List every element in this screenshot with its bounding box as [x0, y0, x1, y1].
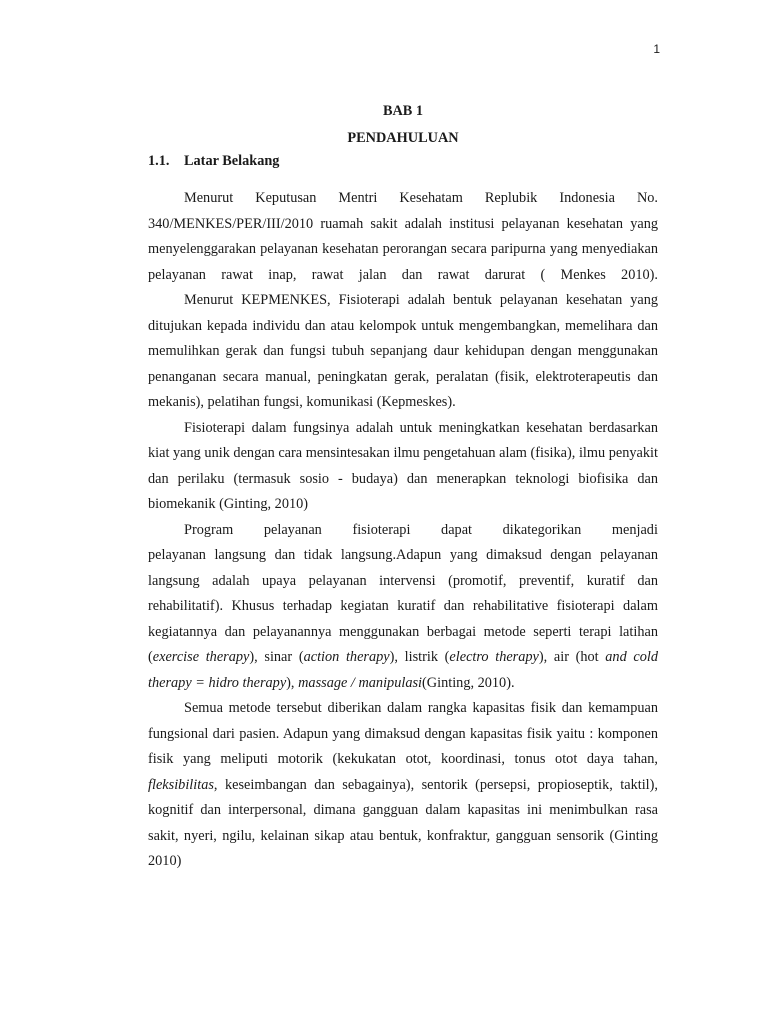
word: dikategorikan [502, 521, 582, 538]
section-title: Latar Belakang [184, 153, 280, 169]
italic-term: fleksibilitas [148, 776, 214, 793]
text-run: , keseimbangan dan sebagainya), sentorik (persepsi, propioseptik, taktil), kognitif dan interpersonal, dimana gangguan dalam kapasitas ini menimbulkan rasa sakit, nyeri, ngilu, kelainan sikap atau bentuk, konfraktur, gangguan sensorik (Ginting 2010) [148, 776, 658, 869]
word: fisioterapi [352, 521, 411, 538]
paragraph: Menurut KEPMENKES, Fisioterapi adalah bentuk pelayanan kesehatan yang ditujukan kepada individu dan atau kelompok untuk mengembangkan, memelihara dan memulihkan gerak dan fungsi tubuh sepanjang daur kehidupan dengan menggunakan penanganan secara manual, peningkatan gerak, peralatan (fisik, elektroterapeutis dan mekanis), pelatihan fungsi, komunikasi (Kepmeskes). [148, 292, 658, 410]
text-run: ), listrik ( [389, 649, 450, 665]
italic-term: action therapy [303, 649, 390, 665]
word: Program [184, 521, 234, 538]
word: dapat [441, 521, 473, 538]
chapter-title: PENDAHULUAN [347, 130, 459, 146]
body-text [148, 186, 658, 875]
word: pelayanan [263, 521, 322, 538]
text-run: pelayanan langsung dan tidak langsung.Adapun yang dimaksud dengan pelayanan langsung adalah upaya pelayanan intervensi (promotif, preventif, kuratif dan rehabilitatif). Khusus terhadap kegiatan kuratif dan rehabilitative fisioterapi dalam kegiatannya dan pelayanannya menggunakan berbagai metode seperti terapi latihan ( [148, 547, 658, 665]
text-run: ), sinar ( [249, 649, 304, 665]
paragraph [148, 518, 658, 697]
section-number: 1.1. [148, 153, 170, 169]
section-heading [148, 153, 279, 170]
paragraph [148, 696, 658, 875]
italic-term: massage / manipulasi [298, 674, 423, 691]
paragraph-first-line [184, 518, 658, 544]
word: menjadi [611, 521, 658, 538]
paragraph: Menurut Keputusan Mentri Kesehatam Replubik Indonesia No. 340/MENKES/PER/III/2010 ruamah sakit adalah institusi pelayanan kesehatan yang menyelenggarakan pelayanan kesehatan perorangan secara paripurna yang menyediakan pelayanan rawat inap, rawat jalan dan rawat darurat ( Menkes 2010). [148, 190, 658, 283]
italic-term: electro therapy [449, 649, 539, 665]
text-run: Semua metode tersebut diberikan dalam rangka kapasitas fisik dan kemampuan fungsional dari pasien. Adapun yang dimaksud dengan kapasitas fisik yaitu : komponen fisik yang meliputi motorik (kekukatan otot, koordinasi, tonus otot daya tahan, [148, 700, 658, 767]
italic-term: and cold therapy = hidro therapy [148, 649, 658, 691]
text-run: ), [286, 674, 299, 691]
text-run: ), air (hot [538, 649, 606, 665]
page-number: 1 [653, 42, 660, 56]
text-run: (Ginting, 2010). [422, 674, 515, 691]
paragraph: Fisioterapi dalam fungsinya adalah untuk meningkatkan kesehatan berdasarkan kiat yang unik dengan cara mensintesakan ilmu pengetahuan alam (fisika), ilmu penyakit dan perilaku (termasuk sosio - budaya) dan menerapkan teknologi biofisika dan biomekanik (Ginting, 2010) [148, 419, 658, 512]
chapter-number: BAB 1 [382, 103, 424, 119]
italic-term: exercise therapy [152, 649, 250, 665]
